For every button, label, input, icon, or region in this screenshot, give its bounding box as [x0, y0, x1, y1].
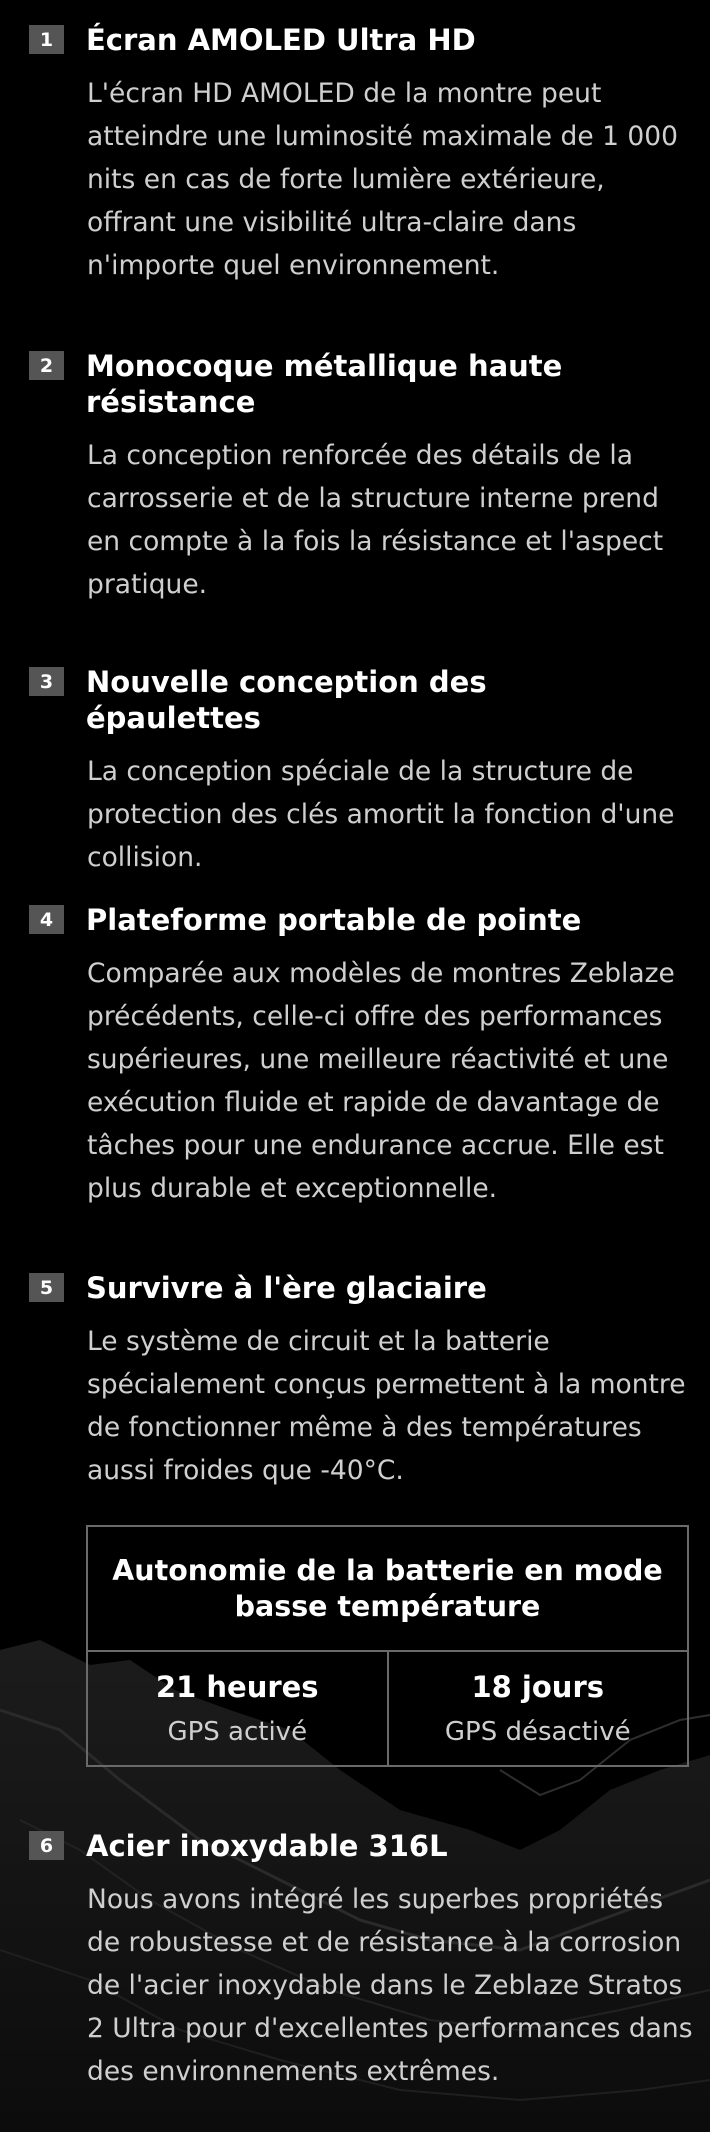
feature-section-4 [29, 902, 695, 1210]
feature-description: La conception renforcée des détails de la carrosserie et de la structure interne prend en compte à la fois la résistance et l'aspect pratique. [87, 440, 664, 600]
feature-number-badge: 5 [29, 1273, 64, 1302]
battery-life-table [86, 1525, 689, 1767]
battery-table-title: Autonomie de la batterie en mode basse température [88, 1527, 687, 1652]
feature-section-6 [29, 1828, 695, 2093]
battery-cell-label: GPS activé [167, 1716, 308, 1747]
feature-title: Nouvelle conception des épaulettes [86, 665, 487, 735]
feature-description: L'écran HD AMOLED de la montre peut atteindre une luminosité maximale de 1 000 nits en cas de forte lumière extérieure, offrant une visibilité ultra-claire dans n'importe quel environnement. [87, 78, 678, 281]
battery-cell-value: 18 jours [471, 1669, 605, 1704]
feature-number-badge: 3 [29, 667, 64, 696]
feature-title: Monocoque métallique haute résistance [86, 349, 563, 419]
battery-cell-label: GPS désactivé [444, 1716, 631, 1747]
feature-section-3 [29, 664, 695, 879]
feature-section-2 [29, 348, 695, 606]
feature-section-1 [29, 22, 695, 287]
feature-number-badge: 1 [29, 25, 64, 54]
battery-cell-gps-off [387, 1652, 688, 1767]
feature-title: Acier inoxydable 316L [86, 1829, 448, 1863]
feature-description: La conception spéciale de la structure de protection des clés amortit la fonction d'une collision. [87, 756, 675, 873]
feature-number-badge: 6 [29, 1831, 64, 1860]
feature-section-5 [29, 1270, 695, 1492]
feature-description: Comparée aux modèles de montres Zeblaze précédents, celle-ci offre des performances supérieures, une meilleure réactivité et une exécution fluide et rapide de davantage de tâches pour une endurance accrue. Elle est plus durable et exceptionnelle. [87, 958, 675, 1204]
feature-description: Le système de circuit et la batterie spécialement conçus permettent à la montre de fonctionner même à des températures aussi froides que -40°C. [87, 1326, 686, 1486]
battery-table-row [88, 1652, 687, 1767]
battery-cell-value: 21 heures [155, 1669, 319, 1704]
feature-title: Survivre à l'ère glaciaire [86, 1271, 487, 1305]
feature-number-badge: 2 [29, 351, 64, 380]
feature-title: Plateforme portable de pointe [86, 903, 582, 937]
feature-number-badge: 4 [29, 905, 64, 934]
feature-description: Nous avons intégré les superbes propriétés de robustesse et de résistance à la corrosion de l'acier inoxydable dans le Zeblaze Stratos 2 Ultra pour d'excellentes performances dans des environnements extrêmes. [87, 1884, 693, 2087]
feature-title: Écran AMOLED Ultra HD [86, 23, 476, 57]
battery-cell-gps-on [88, 1652, 387, 1767]
